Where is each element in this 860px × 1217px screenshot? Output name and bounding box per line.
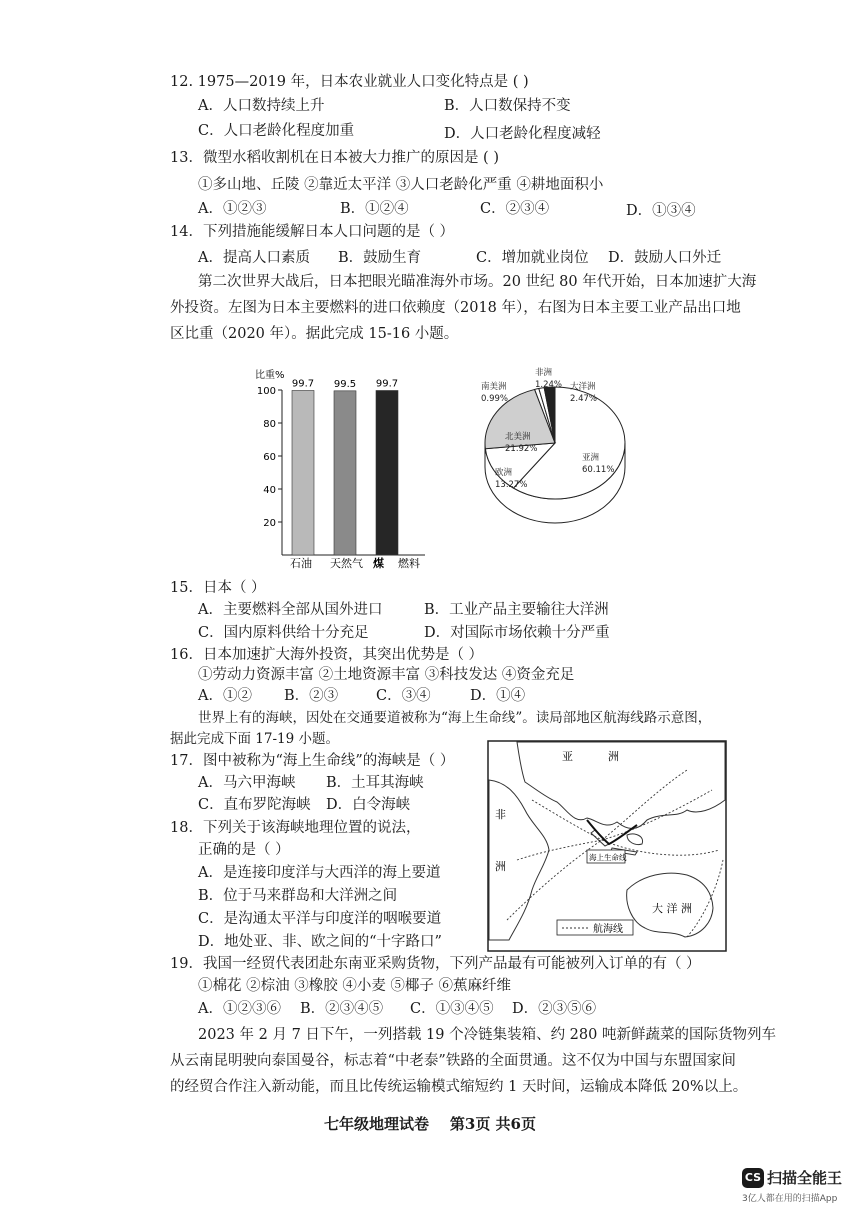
map-label-africa-2: 洲 <box>495 860 506 873</box>
scanner-logo-icon: CS <box>742 1168 764 1188</box>
q17-option-c: C．直布罗陀海峡 <box>198 797 311 813</box>
q18-stem-2: 正确的是（ ） <box>198 842 290 858</box>
scanner-tagline: 3亿人都在用的扫描App <box>742 1194 838 1204</box>
q18-option-a: A．是连接印度洋与大西洋的海上要道 <box>198 865 441 881</box>
bar-value-label-0: 99.7 <box>291 378 315 390</box>
bar-cat-coal: 煤 <box>373 557 384 570</box>
q14-stem: 14．下列措施能缓解日本人口问题的是（ ） <box>170 224 455 240</box>
bar-ytick-label: 80 <box>263 419 276 430</box>
q14-option-c: C．增加就业岗位 <box>476 250 589 266</box>
pie-pct-4: 1.24% <box>535 380 563 390</box>
q13-option-c: C．②③④ <box>480 201 550 217</box>
page-footer: 七年级地理试卷 第3页 共6页 <box>324 1115 536 1133</box>
q12-stem: 12. 1975—2019 年，日本农业就业人口变化特点是 ( ) <box>170 74 529 90</box>
bar-cat-gas: 天然气 <box>330 557 363 570</box>
q18-option-b: B．位于马来群岛和大洋洲之间 <box>198 888 398 904</box>
q12-option-c: C．人口老龄化程度加重 <box>198 123 355 139</box>
q19-option-c: C．①③④⑤ <box>410 1001 494 1017</box>
intro1-line-1: 第二次世界大战后，日本把眼光瞄准海外市场。20 世纪 80 年代开始，日本加速扩大海 <box>198 274 757 290</box>
pie-label-4: 非洲 <box>535 368 553 378</box>
bar-ytick-label: 100 <box>256 386 276 397</box>
q19-items: ①棉花 ②棕油 ③橡胶 ④小麦 ⑤椰子 ⑥蕉麻纤维 <box>198 978 512 994</box>
q19-option-d: D．②③⑤⑥ <box>512 1001 597 1017</box>
intro2-line-1: 世界上有的海峡，因处在交通要道被称为“海上生命线”。读局部地区航海线路示意图， <box>198 710 712 726</box>
q17-option-d: D．白令海峡 <box>326 797 411 813</box>
intro2-line-2: 据此完成下面 17-19 小题。 <box>170 731 340 747</box>
q16-option-c: C．③④ <box>376 688 431 704</box>
bar-cat-oil: 石油 <box>290 557 312 570</box>
q19-stem: 19．我国一经贸代表团赴东南亚采购货物，下列产品最有可能被列入订单的有（ ） <box>170 956 701 972</box>
fuel-import-bar-chart <box>230 360 430 575</box>
pie-label-2: 北美洲 <box>505 432 531 442</box>
bar-ytick-label: 40 <box>263 485 276 496</box>
bar-2 <box>376 390 398 555</box>
para-line-1: 2023 年 2 月 7 日下午，一列搭载 19 个冷链集装箱、约 280 吨新鲜蔬菜的国际货物列车 <box>198 1027 776 1043</box>
pie-label-1: 欧洲 <box>495 468 513 478</box>
q15-option-d: D．对国际市场依赖十分严重 <box>424 625 610 641</box>
pie-pct-0: 60.11% <box>582 465 615 475</box>
pie-label-0: 亚洲 <box>582 453 600 463</box>
export-pie-chart <box>475 365 655 550</box>
bar-ytick-label: 60 <box>263 452 276 463</box>
q13-option-d: D．①③④ <box>626 203 696 219</box>
bar-cat-fuel: 燃料 <box>398 557 420 570</box>
map-label-africa-1: 非 <box>495 808 506 821</box>
map-label-oceania: 大 洋 洲 <box>652 902 692 915</box>
q16-stem: 16．日本加速扩大海外投资，其突出优势是（ ） <box>170 647 484 663</box>
q12-option-b: B．人口数保持不变 <box>444 98 571 114</box>
q16-option-d: D．①④ <box>470 688 526 704</box>
q12-option-a: A．人口数持续上升 <box>198 98 325 114</box>
lifeline-label: 海上生命线 <box>589 853 627 862</box>
q16-option-b: B．②③ <box>284 688 339 704</box>
q16-option-a: A．①② <box>198 688 252 704</box>
pie-pct-2: 21.92% <box>505 444 538 454</box>
pie-pct-5: 2.47% <box>570 394 598 404</box>
intro1-line-2: 外投资。左图为日本主要燃料的进口依赖度（2018 年），右图为日本主要工业产品出口地 <box>170 300 741 316</box>
q12-option-d: D．人口老龄化程度减轻 <box>444 126 601 142</box>
q13-stem: 13．微型水稻收割机在日本被大力推广的原因是 ( ) <box>170 150 499 166</box>
scanner-app-name: 扫描全能王 <box>767 1169 843 1187</box>
q19-option-b: B．②③④⑤ <box>300 1001 384 1017</box>
q14-option-b: B．鼓励生育 <box>338 250 422 266</box>
bar-0 <box>292 390 314 555</box>
bar-1 <box>334 391 356 555</box>
q18-option-c: C．是沟通太平洋与印度洋的咽喉要道 <box>198 911 442 927</box>
q16-items: ①劳动力资源丰富 ②土地资源丰富 ③科技发达 ④资金充足 <box>198 667 575 683</box>
legend-label: 航海线 <box>593 924 623 935</box>
q15-stem: 15．日本（ ） <box>170 580 266 596</box>
pie-label-5: 大洋洲 <box>570 382 596 392</box>
bar-value-label-1: 99.5 <box>333 378 357 390</box>
pie-pct-3: 0.99% <box>481 394 509 404</box>
q17-option-a: A．马六甲海峡 <box>198 775 296 791</box>
pie-label-3: 南美洲 <box>481 382 507 392</box>
q14-option-d: D．鼓励人口外迁 <box>608 250 722 266</box>
para-line-3: 的经贸合作注入新动能，而且比传统运输模式缩短约 1 天时间，运输成本降低 20%以上。 <box>170 1079 748 1095</box>
q17-stem: 17．图中被称为“海上生命线”的海峡是（ ） <box>170 753 455 769</box>
q13-items: ①多山地、丘陵 ②靠近太平洋 ③人口老龄化严重 ④耕地面积小 <box>198 177 604 193</box>
q18-option-d: D．地处亚、非、欧之间的“十字路口” <box>198 934 442 950</box>
pie-pct-1: 13.27% <box>495 480 528 490</box>
bar-value-label-2: 99.7 <box>375 378 399 390</box>
bar-ytick-label: 20 <box>263 518 276 529</box>
shipping-route-map <box>487 740 727 952</box>
q15-option-c: C．国内原料供给十分充足 <box>198 625 369 641</box>
q18-stem-1: 18．下列关于该海峡地理位置的说法， <box>170 820 421 836</box>
q13-option-b: B．①②④ <box>340 201 409 217</box>
intro1-line-3: 区比重（2020 年）。据此完成 15-16 小题。 <box>170 326 459 342</box>
q19-option-a: A．①②③⑥ <box>198 1001 281 1017</box>
bar-ylabel: 比重% <box>255 370 285 381</box>
q13-option-a: A．①②③ <box>198 201 267 217</box>
scanner-watermark <box>742 1167 843 1204</box>
map-label-asia: 亚 洲 <box>562 750 619 763</box>
q15-option-b: B．工业产品主要输往大洋洲 <box>424 602 609 618</box>
q14-option-a: A．提高人口素质 <box>198 250 310 266</box>
para-line-2: 从云南昆明驶向泰国曼谷，标志着“中老泰”铁路的全面贯通。这不仅为中国与东盟国家间 <box>170 1053 736 1069</box>
q17-option-b: B．土耳其海峡 <box>326 775 424 791</box>
q15-option-a: A．主要燃料全部从国外进口 <box>198 602 383 618</box>
